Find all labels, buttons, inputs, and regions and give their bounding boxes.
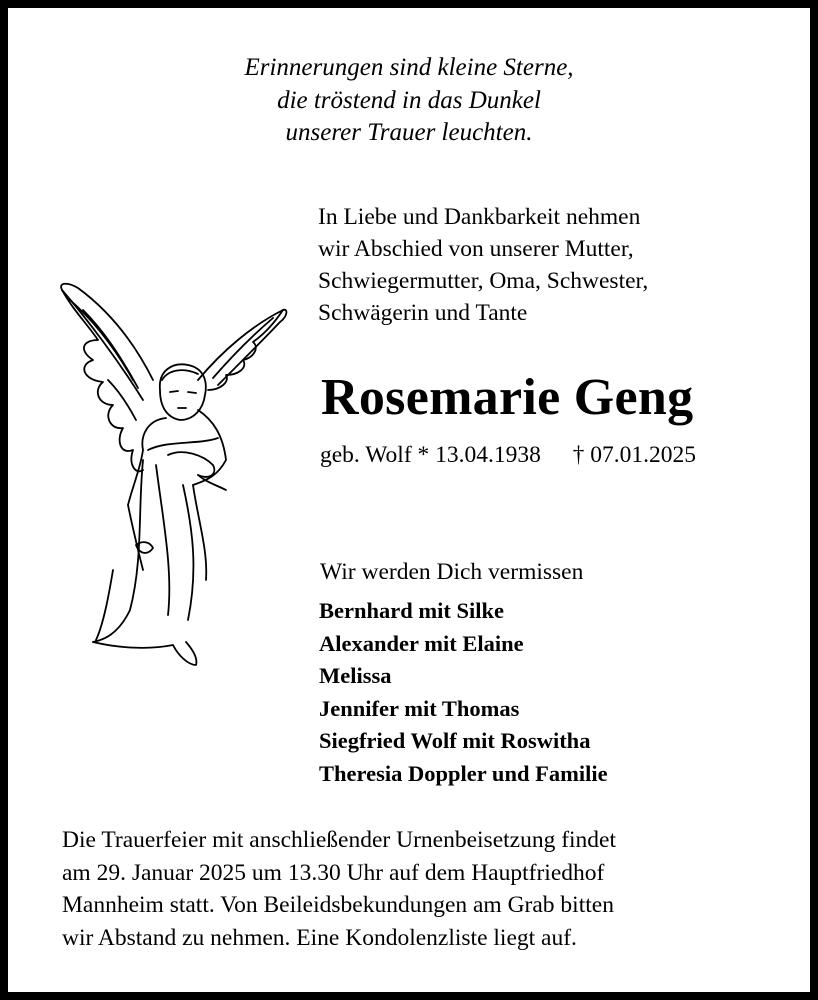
mourner: Theresia Doppler und Familie [319, 760, 608, 786]
life-dates [320, 441, 696, 470]
mourner: Bernhard mit Silke [319, 598, 505, 623]
mourner: Melissa [319, 663, 392, 688]
intro-line: wir Abschied von unserer Mutter, [318, 236, 634, 262]
mourners-list [319, 595, 608, 790]
funeral-info [62, 824, 616, 954]
funeral-line: am 29. Januar 2025 um 13.30 Uhr auf dem Hauptfriedhof [62, 859, 605, 886]
birth-date: * 13.04.1938 [417, 442, 541, 468]
quote-line: Erinnerungen sind kleine Sterne, [244, 54, 574, 81]
quote-line: unserer Trauer leuchten. [285, 119, 533, 146]
missing-text: Wir werden Dich vermissen [320, 559, 584, 585]
mourner: Siegfried Wolf mit Roswitha [319, 728, 591, 753]
mourner: Alexander mit Elaine [319, 630, 524, 656]
intro-line: Schwiegermutter, Oma, Schwester, [318, 268, 649, 294]
deceased-name: Rosemarie Geng [321, 369, 694, 426]
intro-line: In Liebe und Dankbarkeit nehmen [318, 204, 641, 230]
quote-line: die tröstend in das Dunkel [277, 86, 541, 114]
funeral-line: wir Abstand zu nehmen. Eine Kondolenzliste liegt auf. [62, 924, 577, 951]
mourner: Jennifer mit Thomas [319, 695, 520, 721]
death-date: † 07.01.2025 [572, 442, 697, 468]
funeral-line: Mannheim statt. Von Beileidsbekundungen am Grab bitten [62, 892, 614, 918]
funeral-line: Die Trauerfeier mit anschließender Urnenbeisetzung findet [62, 827, 617, 853]
memorial-quote [8, 52, 810, 150]
intro-text [318, 201, 648, 329]
angel-illustration [48, 270, 308, 680]
maiden-name: geb. Wolf [320, 442, 412, 468]
intro-line: Schwägerin und Tante [318, 300, 528, 326]
